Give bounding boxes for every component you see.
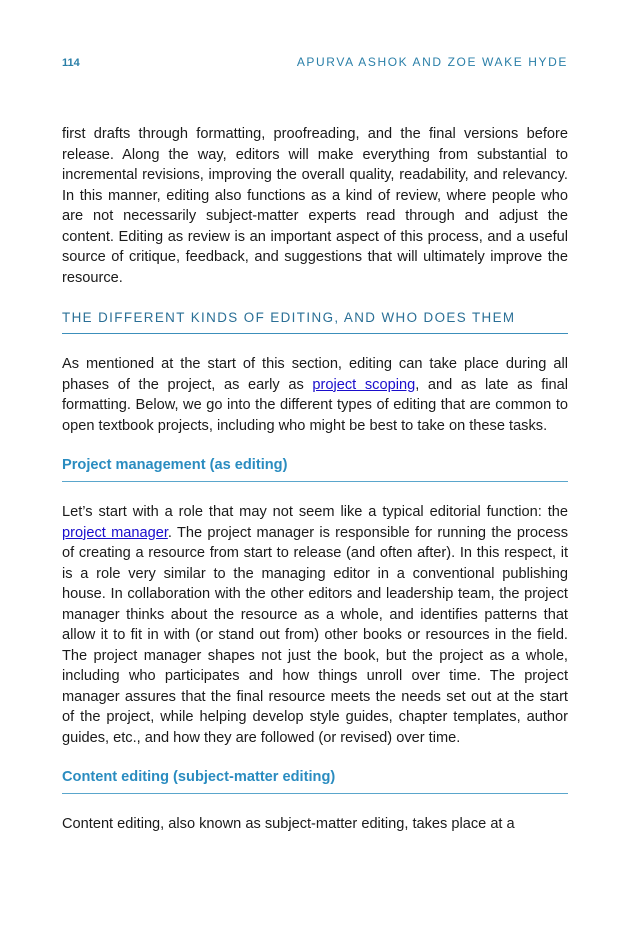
paragraph-intro: first drafts through formatting, proofreading, and the final versions before release. Along the way, editors will make everything from substantial to incremental revisions, improving the overall quality, readability, and relevancy. In this manner, editing also functions as a kind of review, where people who are not necessarily subject-matter experts read through and adjust the content. Editing as review is an important aspect of this process, and a useful source of critique, feedback, and suggestions that will ultimately improve the resource.: [62, 126, 568, 286]
paragraph-text: Let’s start with a role that may not seem like a typical editorial function: the: [62, 504, 568, 520]
project-manager-link[interactable]: project manager: [62, 524, 168, 541]
paragraph-text: . The project manager is responsible for running the process of creating a resource from start to release (and often after). In this respect, it is a role very similar to the managing editor in a conventional publishing house. In collaboration with the other editors and leadership team, the project manager thinks about the resource as a whole, and identifies patterns that allow it to fit in with (or stand out from) other books or resources in the field. The project manager shapes not just the book, but the project as a whole, including who participates and how things unroll over time. The project manager assures that the final resource meets the needs set out at the start of the project, while helping develop style guides, chapter templates, author guides, etc., and how they are followed (or revised) over time.: [62, 524, 568, 746]
paragraph-content-editing: Content editing, also known as subject-matter editing, takes place at a: [62, 816, 515, 832]
running-head-authors: APURVA ASHOK AND ZOE WAKE HYDE: [296, 55, 568, 69]
project-scoping-link[interactable]: project scoping: [312, 376, 416, 393]
subheading-content-editing: Content editing (subject-matter editing): [62, 769, 568, 794]
paragraph-editing-phases: [62, 354, 568, 436]
paragraph-text: As mentioned at the start of this section, editing can take place during all phases of the project, as early as: [62, 356, 568, 393]
subheading-project-management: Project management (as editing): [62, 457, 568, 482]
paragraph-project-manager: [62, 502, 568, 748]
paragraph-text: , and as late as final formatting. Below, we go into the different types of editing that are common to open textbook projects, including who might be best to take on these tasks.: [62, 376, 568, 434]
running-head: [62, 55, 568, 73]
page-number: 114: [62, 57, 80, 69]
section-heading: THE DIFFERENT KINDS OF EDITING, AND WHO DOES THEM: [62, 310, 568, 334]
page-content: [62, 124, 568, 835]
